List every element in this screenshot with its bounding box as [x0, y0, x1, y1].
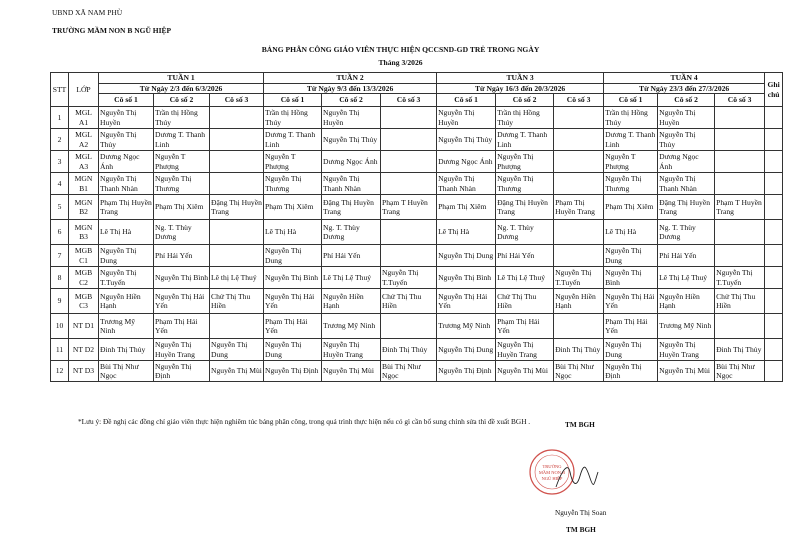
teacher-cell [554, 173, 604, 195]
teacher-cell: Lê Thị Hà [437, 220, 496, 245]
table-row [51, 361, 783, 382]
teacher-cell [381, 173, 437, 195]
teacher-cell: Lê Thị Hà [99, 220, 154, 245]
header-lop: LỚP [69, 73, 99, 107]
teacher-cell: Trương Mỹ Ninh [322, 314, 381, 339]
teacher-cell [210, 107, 264, 129]
shift-header: Cô số 2 [154, 94, 210, 107]
teacher-cell: Chử Thị Thu Hiền [715, 289, 765, 314]
teacher-cell: Phí Hải Yến [658, 245, 715, 267]
teacher-cell: Nguyễn Thị Huyền [99, 107, 154, 129]
row-stt: 5 [51, 195, 69, 220]
row-stt: 8 [51, 267, 69, 289]
teacher-cell: Phạm Thị Xiêm [154, 195, 210, 220]
teacher-cell: Chử Thị Thu Hiền [210, 289, 264, 314]
teacher-cell: Trương Mỹ Ninh [658, 314, 715, 339]
teacher-cell: Nguyễn Thị T.Tuyến [715, 267, 765, 289]
teacher-cell: Nguyễn Thị Dung [99, 245, 154, 267]
seal-text-1: TRƯỜNG [542, 464, 562, 469]
teacher-cell: Đinh Thị Thủy [99, 339, 154, 361]
week-dates: Từ Ngày 16/3 đến 20/3/2026 [437, 83, 604, 94]
teacher-cell: Nguyễn Hiền Hạnh [554, 289, 604, 314]
school-seal [520, 432, 600, 512]
teacher-cell: Ng. T. Thùy Dương [154, 220, 210, 245]
teacher-cell: Nguyễn Thị Thương [154, 173, 210, 195]
teacher-cell: Lê Thị Lệ Thuý [496, 267, 554, 289]
teacher-cell: Nguyễn Thị Huyền Trang [658, 339, 715, 361]
teacher-cell: Lê Thị Hà [604, 220, 658, 245]
teacher-cell [715, 151, 765, 173]
teacher-cell: Nguyễn Thị Bình [154, 267, 210, 289]
teacher-cell: Phạm T Huyền Trang [715, 195, 765, 220]
document-month: Tháng 3/2026 [378, 58, 423, 67]
teacher-cell: Trần thị Hồng Thúy [264, 107, 322, 129]
teacher-cell: Nguyễn Thị Huyền Trang [154, 339, 210, 361]
row-class: NT D3 [69, 361, 99, 382]
teacher-cell: Đinh Thị Thủy [715, 339, 765, 361]
teacher-cell [210, 245, 264, 267]
teacher-cell [381, 107, 437, 129]
row-stt: 1 [51, 107, 69, 129]
row-class: MGB C3 [69, 289, 99, 314]
teacher-cell: Nguyễn Thị Mùi [496, 361, 554, 382]
table-row [51, 173, 783, 195]
teacher-cell: Nguyễn T Phượng [264, 151, 322, 173]
teacher-cell: Phí Hải Yến [322, 245, 381, 267]
teacher-cell: Nguyễn Thị Định [604, 361, 658, 382]
teacher-cell: Nguyễn Thị Dung [264, 339, 322, 361]
teacher-cell [554, 245, 604, 267]
teacher-cell: Nguyễn Thị Bình [604, 267, 658, 289]
teacher-cell: Nguyễn Thị Bình [437, 267, 496, 289]
signer-title-bottom: TM BGH [566, 525, 596, 534]
shift-header: Cô số 3 [381, 94, 437, 107]
table-row [51, 289, 783, 314]
week-header: TUẦN 4 [604, 73, 765, 84]
teacher-cell [715, 173, 765, 195]
teacher-cell: Nguyễn Thị Thủy [99, 129, 154, 151]
shift-header: Cô số 3 [210, 94, 264, 107]
row-note [765, 151, 783, 173]
row-note [765, 107, 783, 129]
teacher-cell [715, 220, 765, 245]
row-stt: 10 [51, 314, 69, 339]
table-row [51, 129, 783, 151]
row-stt: 11 [51, 339, 69, 361]
teacher-cell: Nguyễn Thị Mùi [322, 361, 381, 382]
row-note [765, 267, 783, 289]
row-note [765, 289, 783, 314]
teacher-cell: Nguyễn Thị Huyền [322, 107, 381, 129]
teacher-cell: Phạm Thị Hải Yến [154, 314, 210, 339]
seal-text-2: MẦM NON B [538, 470, 566, 475]
teacher-cell [210, 151, 264, 173]
table-row [51, 220, 783, 245]
week-dates: Từ Ngày 9/3 đến 13/3/2026 [264, 83, 437, 94]
shift-header: Cô số 1 [437, 94, 496, 107]
teacher-cell: Nguyễn Thị Thương [496, 173, 554, 195]
teacher-cell: Nguyễn Thị Dung [604, 339, 658, 361]
teacher-cell: Dương T. Thanh Linh [154, 129, 210, 151]
teacher-cell: Phạm Thị Hải Yến [264, 314, 322, 339]
row-note [765, 173, 783, 195]
teacher-cell: Nguyễn Thị Dung [437, 339, 496, 361]
week-header: TUẦN 2 [264, 73, 437, 84]
teacher-cell: Nguyễn Thị Dung [604, 245, 658, 267]
shift-header: Cô số 1 [99, 94, 154, 107]
teacher-cell: Phí Hải Yến [154, 245, 210, 267]
week-header: TUẦN 1 [99, 73, 264, 84]
teacher-cell: Lê Thị Lệ Thuý [322, 267, 381, 289]
week-dates: Từ Ngày 2/3 đến 6/3/2026 [99, 83, 264, 94]
row-class: NT D1 [69, 314, 99, 339]
teacher-cell: Lê thị Lệ Thuý [210, 267, 264, 289]
signer-name: Nguyễn Thị Soan [555, 508, 607, 517]
teacher-cell: Nguyễn Thị Định [264, 361, 322, 382]
teacher-cell: Nguyễn Thị Huyền [658, 107, 715, 129]
teacher-cell: Dương T. Thanh Linh [264, 129, 322, 151]
row-class: MGL A1 [69, 107, 99, 129]
week-dates: Từ Ngày 23/3 đến 27/3/2026 [604, 83, 765, 94]
row-class: MGL A3 [69, 151, 99, 173]
table-row [51, 339, 783, 361]
teacher-cell: Đặng Thị Huyền Trang [496, 195, 554, 220]
row-note [765, 339, 783, 361]
shift-header: Cô số 2 [322, 94, 381, 107]
document-title: BẢNG PHÂN CÔNG GIÁO VIÊN THỰC HIỆN QCCSND-GD TRẺ TRONG NGÀY [261, 45, 540, 54]
teacher-cell: Bùi Thị Như Ngọc [99, 361, 154, 382]
teacher-cell: Ng. T. Thùy Dương [322, 220, 381, 245]
teacher-cell: Phạm Thị Hải Yến [496, 314, 554, 339]
row-stt: 6 [51, 220, 69, 245]
teacher-cell: Dương T. Thanh Linh [496, 129, 554, 151]
row-class: MGN B2 [69, 195, 99, 220]
row-note [765, 245, 783, 267]
teacher-cell: Nguyễn Thị Định [437, 361, 496, 382]
teacher-cell: Dương Ngọc Ánh [658, 151, 715, 173]
row-stt: 7 [51, 245, 69, 267]
teacher-cell [715, 129, 765, 151]
shift-header: Cô số 3 [554, 94, 604, 107]
teacher-cell: Dương Ngọc Ánh [99, 151, 154, 173]
teacher-cell: Phí Hải Yến [496, 245, 554, 267]
row-note [765, 195, 783, 220]
teacher-cell [715, 314, 765, 339]
teacher-cell [715, 245, 765, 267]
teacher-cell: Nguyễn Thị Dung [264, 245, 322, 267]
teacher-cell: Phạm Thị Huyền Trang [99, 195, 154, 220]
shift-header: Cô số 1 [604, 94, 658, 107]
teacher-cell: Nguyễn Thị Bình [264, 267, 322, 289]
row-class: MGB C2 [69, 267, 99, 289]
teacher-cell: Nguyễn Thị Định [154, 361, 210, 382]
row-stt: 3 [51, 151, 69, 173]
teacher-cell: Bùi Thị Như Ngọc [381, 361, 437, 382]
teacher-cell: Trương Mỹ Ninh [437, 314, 496, 339]
week-header: TUẦN 3 [437, 73, 604, 84]
teacher-cell: Nguyễn Thị Thủy [437, 129, 496, 151]
teacher-cell [554, 151, 604, 173]
teacher-cell: Nguyễn Thị Thanh Nhàn [437, 173, 496, 195]
teacher-cell: Nguyễn Thị Thanh Nhàn [99, 173, 154, 195]
table-row [51, 267, 783, 289]
teacher-cell: Nguyễn Thị Thương [604, 173, 658, 195]
header-row-dates [51, 83, 783, 94]
teacher-cell [715, 107, 765, 129]
row-stt: 9 [51, 289, 69, 314]
row-stt: 12 [51, 361, 69, 382]
teacher-cell: Phạm Thị Xiêm [604, 195, 658, 220]
teacher-cell: Lê Thị Hà [264, 220, 322, 245]
table-row [51, 245, 783, 267]
seal-text-3: NGŨ HIỆP [541, 476, 563, 481]
teacher-cell: Trần thị Hồng Thúy [154, 107, 210, 129]
teacher-cell: Đinh Thị Thủy [381, 339, 437, 361]
teacher-cell: Ng. T. Thùy Dương [496, 220, 554, 245]
teacher-cell [554, 314, 604, 339]
teacher-cell: Đặng Thị Huyền Trang [210, 195, 264, 220]
org-line-2: TRƯỜNG MẦM NON B NGŨ HIỆP [52, 26, 172, 35]
row-class: MGB C1 [69, 245, 99, 267]
teacher-cell: Nguyễn Thị Hải Yến [437, 289, 496, 314]
footer-note: *Lưu ý: Đề nghị các đồng chí giáo viên thực hiện nghiêm túc bảng phân công, trong quá trình thực hiện nếu có gì cần bổ sung chỉnh sửa thì đề xuất BGH . [78, 417, 531, 426]
teacher-cell: Nguyễn Thị Hải Yến [604, 289, 658, 314]
table-row [51, 195, 783, 220]
header-ghichu: Ghi chú [765, 73, 783, 107]
teacher-cell: Nguyễn Thị Thủy [658, 129, 715, 151]
teacher-cell: Phạm Thị Huyền Trang [554, 195, 604, 220]
teacher-cell [554, 220, 604, 245]
row-note [765, 220, 783, 245]
shift-header: Cô số 2 [658, 94, 715, 107]
teacher-cell: Lê Thị Lệ Thuý [658, 267, 715, 289]
teacher-cell: Nguyễn Thị Thủy [322, 129, 381, 151]
teacher-cell: Nguyễn Thị Huyền [437, 107, 496, 129]
row-class: MGL A2 [69, 129, 99, 151]
teacher-cell [210, 173, 264, 195]
teacher-cell: Bùi Thị Như Ngọc [715, 361, 765, 382]
shift-header: Cô số 2 [496, 94, 554, 107]
row-class: NT D2 [69, 339, 99, 361]
teacher-cell: Chử Thị Thu Hiền [496, 289, 554, 314]
teacher-cell: Phạm Thị Xiêm [264, 195, 322, 220]
teacher-cell: Phạm T Huyền Trang [381, 195, 437, 220]
teacher-cell [210, 314, 264, 339]
teacher-cell: Nguyễn Thị Thanh Nhàn [322, 173, 381, 195]
row-class: MGN B3 [69, 220, 99, 245]
teacher-cell: Nguyễn T Phượng [154, 151, 210, 173]
header-row-weeks [51, 73, 783, 84]
teacher-cell: Nguyễn Hiền Hạnh [99, 289, 154, 314]
teacher-cell: Nguyễn Thị Thanh Nhàn [658, 173, 715, 195]
teacher-cell: Nguyễn Thị Dung [210, 339, 264, 361]
teacher-cell: Bùi Thị Như Ngọc [554, 361, 604, 382]
teacher-cell: Chử Thị Thu Hiền [381, 289, 437, 314]
row-stt: 4 [51, 173, 69, 195]
table-row [51, 107, 783, 129]
teacher-cell: Nguyễn Thị Thương [264, 173, 322, 195]
header-row-shifts [51, 94, 783, 107]
teacher-cell [381, 245, 437, 267]
teacher-cell: Đinh Thị Thủy [554, 339, 604, 361]
teacher-cell: Nguyễn Thị Hải Yến [264, 289, 322, 314]
row-stt: 2 [51, 129, 69, 151]
teacher-cell: Đặng Thị Huyền Trang [322, 195, 381, 220]
teacher-cell: Nguyễn Thị Dung [437, 245, 496, 267]
teacher-cell [381, 314, 437, 339]
teacher-cell: Dương T. Thanh Linh [604, 129, 658, 151]
assignment-table [50, 72, 783, 382]
teacher-cell: Nguyễn T Phượng [604, 151, 658, 173]
teacher-cell: Nguyễn Thị T.Tuyến [554, 267, 604, 289]
table-row [51, 314, 783, 339]
teacher-cell: Trần thị Hồng Thúy [496, 107, 554, 129]
teacher-cell: Nguyễn Thị Phượng [496, 151, 554, 173]
teacher-cell: Phạm Thị Hải Yến [604, 314, 658, 339]
row-note [765, 314, 783, 339]
teacher-cell [210, 220, 264, 245]
teacher-cell: Nguyễn Thị Huyền Trang [496, 339, 554, 361]
teacher-cell: Nguyễn Thị T.Tuyến [381, 267, 437, 289]
teacher-cell: Dương Ngọc Ánh [437, 151, 496, 173]
shift-header: Cô số 1 [264, 94, 322, 107]
teacher-cell: Đặng Thị Huyền Trang [658, 195, 715, 220]
signer-title: TM BGH [565, 420, 595, 429]
row-class: MGN B1 [69, 173, 99, 195]
teacher-cell [381, 220, 437, 245]
teacher-cell: Nguyễn Thị Huyền Trang [322, 339, 381, 361]
row-note [765, 129, 783, 151]
teacher-cell: Nguyễn Hiền Hạnh [322, 289, 381, 314]
org-line-1: UBND XÃ NAM PHÙ [52, 8, 123, 17]
header-stt: STT [51, 73, 69, 107]
teacher-cell: Phạm Thị Xiêm [437, 195, 496, 220]
teacher-cell [381, 129, 437, 151]
teacher-cell: Nguyễn Thị Hải Yến [154, 289, 210, 314]
teacher-cell [554, 107, 604, 129]
teacher-cell: Ng. T. Thùy Dương [658, 220, 715, 245]
teacher-cell: Trương Mỹ Ninh [99, 314, 154, 339]
teacher-cell: Nguyễn Thị T.Tuyến [99, 267, 154, 289]
teacher-cell: Dương Ngọc Ánh [322, 151, 381, 173]
table-row [51, 151, 783, 173]
teacher-cell [210, 129, 264, 151]
teacher-cell [554, 129, 604, 151]
shift-header: Cô số 3 [715, 94, 765, 107]
teacher-cell: Nguyễn Hiền Hạnh [658, 289, 715, 314]
teacher-cell: Nguyễn Thị Mùi [658, 361, 715, 382]
row-note [765, 361, 783, 382]
teacher-cell: Nguyễn Thị Mùi [210, 361, 264, 382]
teacher-cell: Trần thị Hồng Thúy [604, 107, 658, 129]
teacher-cell [381, 151, 437, 173]
